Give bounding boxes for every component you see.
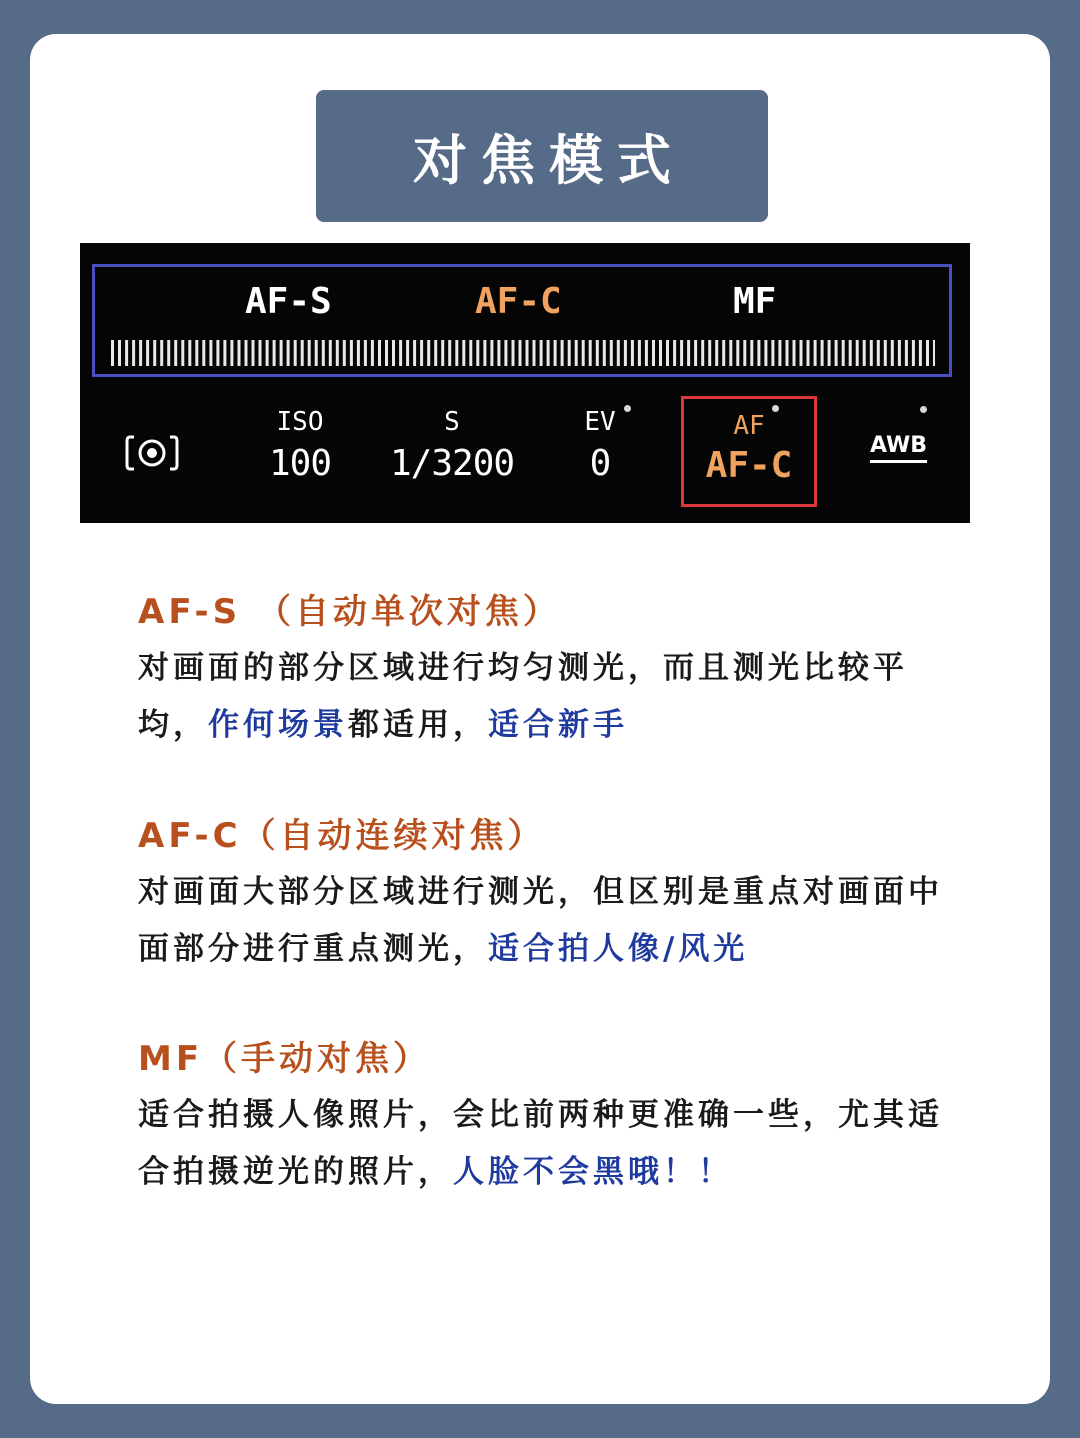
section-af-s xyxy=(138,588,968,754)
iso-value: 100 xyxy=(268,443,332,484)
mode-mf[interactable]: MF xyxy=(733,281,777,322)
mode-af-s[interactable]: AF-S xyxy=(245,281,332,322)
ev-value: 0 xyxy=(589,443,611,484)
camera-screen xyxy=(80,243,970,523)
body-text: 都适用， xyxy=(348,707,488,743)
mode-dial-ticks[interactable] xyxy=(109,340,935,366)
awb-label[interactable]: AWB xyxy=(870,433,927,463)
focus-mode-selector xyxy=(92,264,952,377)
shutter-value: 1/3200 xyxy=(390,443,515,484)
page-title: 对焦模式 xyxy=(413,128,685,192)
section-body xyxy=(138,864,968,978)
af-status[interactable] xyxy=(681,396,817,507)
ev-indicator-dot xyxy=(624,405,631,412)
section-af-c xyxy=(138,812,968,978)
body-highlight: 作何场景 xyxy=(208,707,348,743)
body-highlight: 适合拍人像/风光 xyxy=(488,931,749,967)
iso-label: ISO xyxy=(276,407,324,437)
section-body xyxy=(138,1087,968,1201)
section-mf xyxy=(138,1035,968,1201)
awb-indicator-dot xyxy=(920,406,927,413)
section-heading: AF-C（自动连续对焦） xyxy=(138,816,546,856)
metering-icon xyxy=(124,433,180,473)
ev-label: EV xyxy=(584,407,616,437)
body-text: 适合拍摄人像照片，会比前两种更准确一些，尤其适合拍摄逆光的照片， xyxy=(138,1097,943,1190)
af-label: AF xyxy=(733,411,765,441)
mode-af-c[interactable]: AF-C xyxy=(475,281,562,322)
section-heading: MF（手动对焦） xyxy=(138,1039,432,1079)
body-highlight: 适合新手 xyxy=(488,707,628,743)
section-body xyxy=(138,640,968,754)
af-indicator-dot xyxy=(772,405,779,412)
shutter-status[interactable] xyxy=(390,393,514,513)
iso-status[interactable] xyxy=(260,393,340,513)
shutter-label: S xyxy=(444,407,460,437)
ev-status[interactable] xyxy=(570,393,630,513)
title-banner xyxy=(316,90,768,222)
body-highlight: 人脸不会黑哦！！ xyxy=(453,1154,733,1190)
body-text: 对画面的部分区域进行均匀测光，而且测光比较平均， xyxy=(138,650,908,743)
body-text: 对画面大部分区域进行测光，但区别是重点对画面中面部分进行重点测光， xyxy=(138,874,943,967)
af-value: AF-C xyxy=(705,445,793,486)
section-heading: AF-S （自动单次对焦） xyxy=(138,592,561,632)
